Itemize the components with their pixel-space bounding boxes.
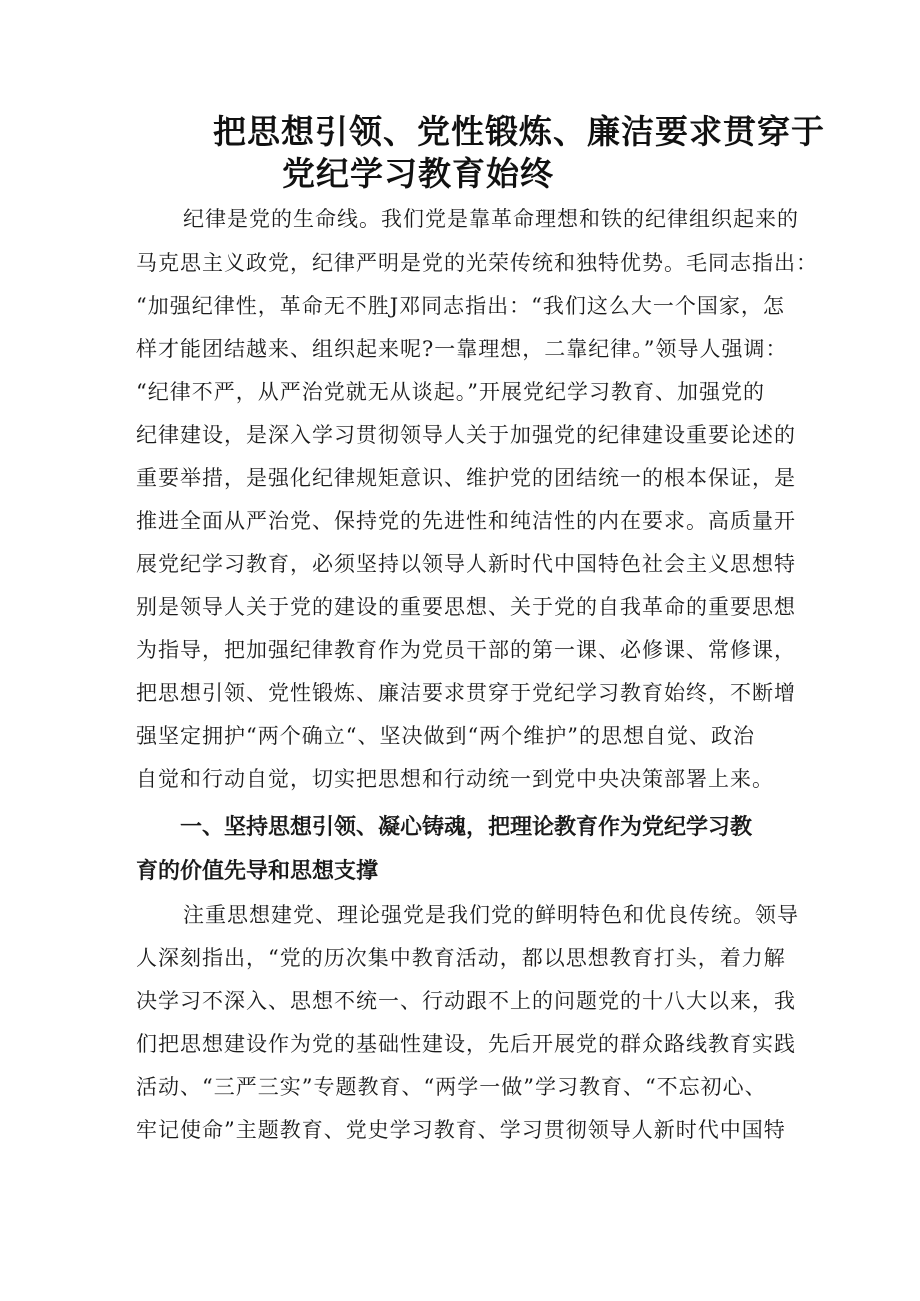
paragraph-line: 们把思想建设作为党的基础性建设，先后开展党的群众路线教育实践 bbox=[136, 1032, 796, 1056]
paragraph-line: 样才能团结越来、组织起来呢?一靠理想，二靠纪律。”领导人强调： bbox=[136, 337, 788, 361]
paragraph-line: 马克思主义政党，纪律严明是党的光荣传统和独特优势。毛同志指出： bbox=[136, 251, 818, 275]
section-heading-line: 一、坚持思想引领、凝心铸魂，把理论教育作为党纪学习教 bbox=[180, 815, 753, 840]
paragraph-line: 注重思想建党、理论强党是我们党的鲜明特色和优良传统。领导 bbox=[183, 903, 799, 927]
paragraph-line: 把思想引领、党性锻炼、廉洁要求贯穿于党纪学习教育始终，不断增 bbox=[136, 681, 796, 705]
section-heading-line: 育的价值先导和思想支撑 bbox=[136, 859, 379, 884]
paragraph-line: 为指导，把加强纪律教育作为党员干部的第一课、必修课、常修课， bbox=[136, 638, 796, 662]
paragraph-line: 活动、“三严三实”专题教育、“两学一做”学习教育、“不忘初心、 bbox=[136, 1075, 767, 1099]
paragraph-line: 强坚定拥护“两个确立“、坚决做到“两个维护”的思想自觉、政治 bbox=[136, 724, 755, 748]
paragraph-line: 牢记使命”主题教育、党史学习教育、学习贯彻领导人新时代中国特 bbox=[136, 1118, 786, 1142]
paragraph-line: “纪律不严，从严治党就无从谈起。”开展党纪学习教育、加强党的 bbox=[136, 380, 765, 404]
document-title-line-1: 把思想引领、党性锻炼、廉洁要求贯穿于 bbox=[213, 112, 825, 151]
document-title-line-2: 党纪学习教育始终 bbox=[282, 154, 554, 193]
paragraph-line: 推进全面从严治党、保持党的先进性和纯洁性的内在要求。高质量开 bbox=[136, 509, 796, 533]
paragraph-line: 决学习不深入、思想不统一、行动跟不上的问题党的十八大以来，我 bbox=[136, 989, 796, 1013]
paragraph-line: 纪律是党的生命线。我们党是靠革命理想和铁的纪律组织起来的 bbox=[183, 207, 799, 231]
paragraph-line: 展党纪学习教育，必须坚持以领导人新时代中国特色社会主义思想特 bbox=[136, 552, 796, 576]
paragraph-line: 人深刻指出，“党的历次集中教育活动，都以思想教育打头，着力解 bbox=[136, 946, 786, 970]
paragraph-line: 纪律建设，是深入学习贯彻领导人关于加强党的纪律建设重要论述的 bbox=[136, 423, 796, 447]
paragraph-line: 自觉和行动自觉，切实把思想和行动统一到党中央决策部署上来。 bbox=[136, 767, 774, 791]
paragraph-line: 别是领导人关于党的建设的重要思想、关于党的自我革命的重要思想 bbox=[136, 595, 796, 619]
paragraph-line: “加强纪律性，革命无不胜J邓同志指出：“我们这么大一个国家，怎 bbox=[136, 294, 785, 318]
paragraph-line: 重要举措，是强化纪律规矩意识、维护党的团结统一的根本保证，是 bbox=[136, 466, 796, 490]
